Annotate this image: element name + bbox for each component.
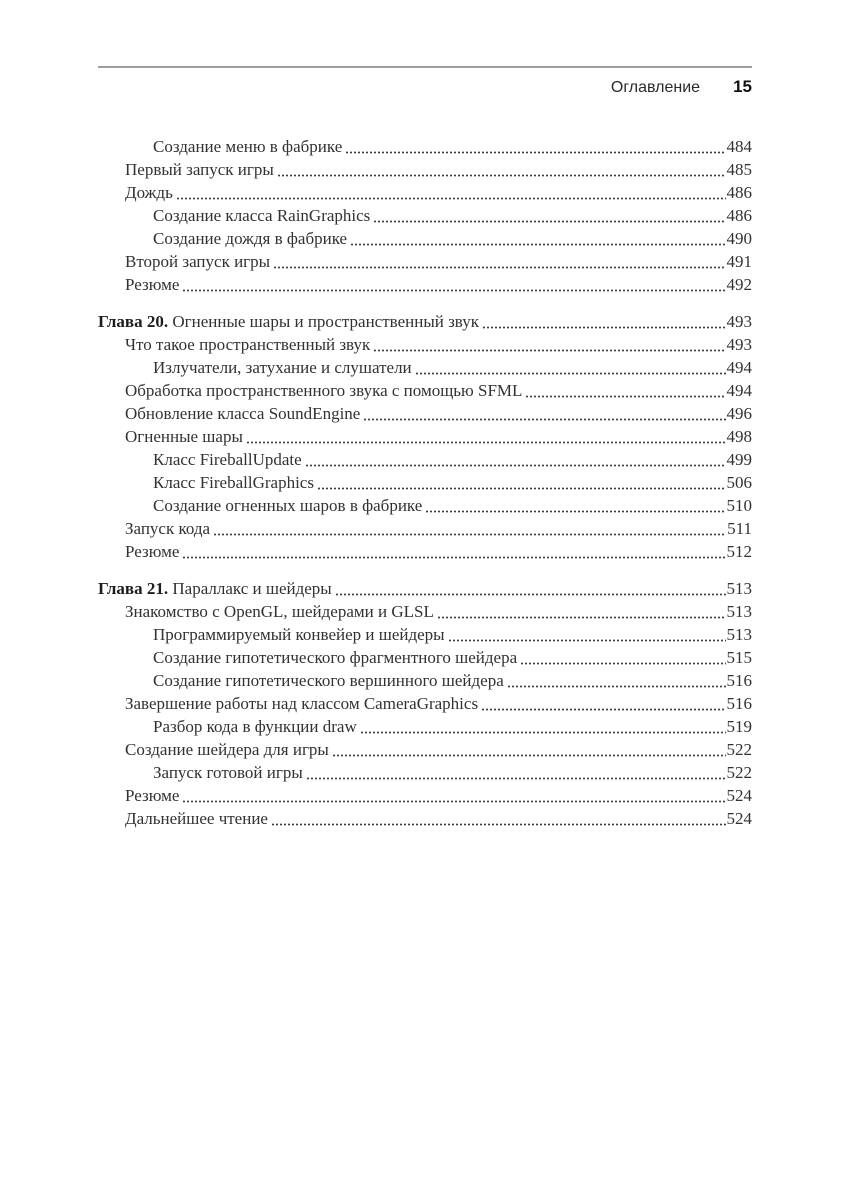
toc-entry-title: Излучатели, затухание и слушатели: [153, 358, 412, 377]
toc-leader-dots: [350, 227, 725, 250]
toc-chapter-entry: [98, 577, 752, 600]
toc-entry: [98, 738, 752, 761]
toc-entry-title: Обновление класса SoundEngine: [125, 404, 361, 423]
toc-page-number: 513: [726, 579, 752, 598]
toc-entry-title: Резюме: [125, 275, 180, 294]
toc-leader-dots: [415, 356, 726, 379]
toc-entry: [98, 273, 752, 296]
toc-entry-title: Класс FireballGraphics: [153, 473, 314, 492]
toc-entry: [98, 494, 752, 517]
toc-entry: [98, 158, 752, 181]
toc-leader-dots: [277, 158, 726, 181]
toc-entry: [98, 227, 752, 250]
toc-entry-title: Первый запуск игры: [125, 160, 274, 179]
page-content: [98, 66, 752, 830]
toc-entry-title: Дождь: [125, 183, 173, 202]
toc-entry: [98, 471, 752, 494]
toc-page-number: 490: [726, 229, 752, 248]
toc-entry: [98, 181, 752, 204]
toc-entry-title: Создание меню в фабрике: [153, 137, 343, 156]
toc-entry: [98, 425, 752, 448]
toc-entry-title: Создание гипотетического фрагментного шейдера: [153, 648, 518, 667]
toc-leader-dots: [425, 494, 725, 517]
toc-leader-dots: [305, 448, 726, 471]
toc-page-number: 486: [726, 206, 752, 225]
toc-entry-title: Программируемый конвейер и шейдеры: [153, 625, 445, 644]
toc-entry-title: Что такое пространственный звук: [125, 335, 371, 354]
toc-page-number: 524: [726, 786, 752, 805]
toc-page-number: 519: [726, 717, 752, 736]
page-header: [98, 68, 752, 97]
toc-section: [98, 310, 752, 563]
toc-page-number: 498: [726, 427, 752, 446]
toc-entry: [98, 600, 752, 623]
toc-page-number: 499: [726, 450, 752, 469]
toc-entry: [98, 356, 752, 379]
toc-entry-title: Запуск кода: [125, 519, 211, 538]
toc-page-number: 492: [726, 275, 752, 294]
toc-page-number: 512: [726, 542, 752, 561]
toc-section: [98, 577, 752, 830]
toc-entry-title: Обработка пространственного звука с помощью SFML: [125, 381, 523, 400]
toc-page-number: 515: [726, 648, 752, 667]
toc-page-number: 494: [726, 358, 752, 377]
toc-page-number: 516: [726, 671, 752, 690]
toc-entry: [98, 761, 752, 784]
toc-entry: [98, 379, 752, 402]
toc-page-number: 493: [726, 335, 752, 354]
toc-page-number: 496: [726, 404, 752, 423]
toc-leader-dots: [317, 471, 726, 494]
toc-leader-dots: [182, 784, 725, 807]
toc-entry-title: Дальнейшее чтение: [125, 809, 268, 828]
toc-leader-dots: [525, 379, 725, 402]
toc-leader-dots: [373, 333, 725, 356]
toc-entry-title: Второй запуск игры: [125, 252, 271, 271]
toc-page-number: 485: [726, 160, 752, 179]
toc-entry: [98, 204, 752, 227]
toc-page-number: 524: [726, 809, 752, 828]
toc-page-number: 516: [726, 694, 752, 713]
toc-entry: [98, 669, 752, 692]
toc-leader-dots: [182, 540, 725, 563]
toc-leader-dots: [360, 715, 726, 738]
toc-entry-title: Резюме: [125, 786, 180, 805]
toc-entry: [98, 333, 752, 356]
toc-entry-title: Разбор кода в функции draw: [153, 717, 357, 736]
toc-entry-title: Создание класса RainGraphics: [153, 206, 371, 225]
toc-page-number: 513: [726, 602, 752, 621]
toc-leader-dots: [437, 600, 726, 623]
toc-leader-dots: [363, 402, 725, 425]
toc-list: [98, 135, 752, 830]
toc-entry-title: Создание дождя в фабрике: [153, 229, 348, 248]
toc-entry: [98, 646, 752, 669]
toc-page-number: 522: [726, 740, 752, 759]
toc-leader-dots: [271, 807, 726, 830]
toc-entry-title: Огненные шары: [125, 427, 243, 446]
toc-page-number: 511: [727, 519, 752, 538]
toc-entry-title: Глава 20. Огненные шары и пространственный звук: [98, 312, 480, 331]
toc-page-number: 522: [726, 763, 752, 782]
toc-leader-dots: [373, 204, 725, 227]
toc-entry-title: Создание шейдера для игры: [125, 740, 329, 759]
chapter-label: Глава 20.: [98, 312, 169, 331]
toc-leader-dots: [332, 738, 726, 761]
toc-entry: [98, 517, 752, 540]
toc-entry: [98, 784, 752, 807]
running-head-title: Оглавление: [610, 79, 701, 96]
toc-leader-dots: [273, 250, 725, 273]
toc-entry-title: Глава 21. Параллакс и шейдеры: [98, 579, 332, 598]
toc-entry: [98, 692, 752, 715]
toc-page-number: 510: [726, 496, 752, 515]
toc-entry: [98, 623, 752, 646]
page-number: 15: [733, 77, 752, 96]
toc-leader-dots: [335, 577, 726, 600]
toc-leader-dots: [482, 310, 725, 333]
toc-leader-dots: [507, 669, 726, 692]
toc-entry-title: Запуск готовой игры: [153, 763, 303, 782]
toc-entry-title: Класс FireballUpdate: [153, 450, 302, 469]
toc-page-number: 513: [726, 625, 752, 644]
toc-leader-dots: [306, 761, 726, 784]
toc-leader-dots: [448, 623, 726, 646]
toc-entry: [98, 135, 752, 158]
toc-leader-dots: [176, 181, 726, 204]
toc-section: [98, 135, 752, 296]
toc-entry-title: Резюме: [125, 542, 180, 561]
toc-entry: [98, 402, 752, 425]
toc-entry: [98, 807, 752, 830]
chapter-label: Глава 21.: [98, 579, 169, 598]
toc-leader-dots: [345, 135, 725, 158]
toc-page-number: 484: [726, 137, 752, 156]
toc-page-number: 491: [726, 252, 752, 271]
toc-entry: [98, 540, 752, 563]
toc-page-number: 486: [726, 183, 752, 202]
toc-entry-title: Завершение работы над классом CameraGraphics: [125, 694, 479, 713]
toc-leader-dots: [182, 273, 725, 296]
toc-entry-title: Знакомство с OpenGL, шейдерами и GLSL: [125, 602, 434, 621]
toc-entry: [98, 715, 752, 738]
toc-entry: [98, 448, 752, 471]
toc-page-number: 493: [726, 312, 752, 331]
toc-page-number: 494: [726, 381, 752, 400]
toc-chapter-entry: [98, 310, 752, 333]
toc-page-number: 506: [726, 473, 752, 492]
toc-leader-dots: [246, 425, 726, 448]
toc-leader-dots: [213, 517, 726, 540]
toc-entry-title: Создание гипотетического вершинного шейдера: [153, 671, 504, 690]
toc-leader-dots: [520, 646, 725, 669]
toc-entry-title: Создание огненных шаров в фабрике: [153, 496, 423, 515]
toc-leader-dots: [481, 692, 725, 715]
toc-entry: [98, 250, 752, 273]
